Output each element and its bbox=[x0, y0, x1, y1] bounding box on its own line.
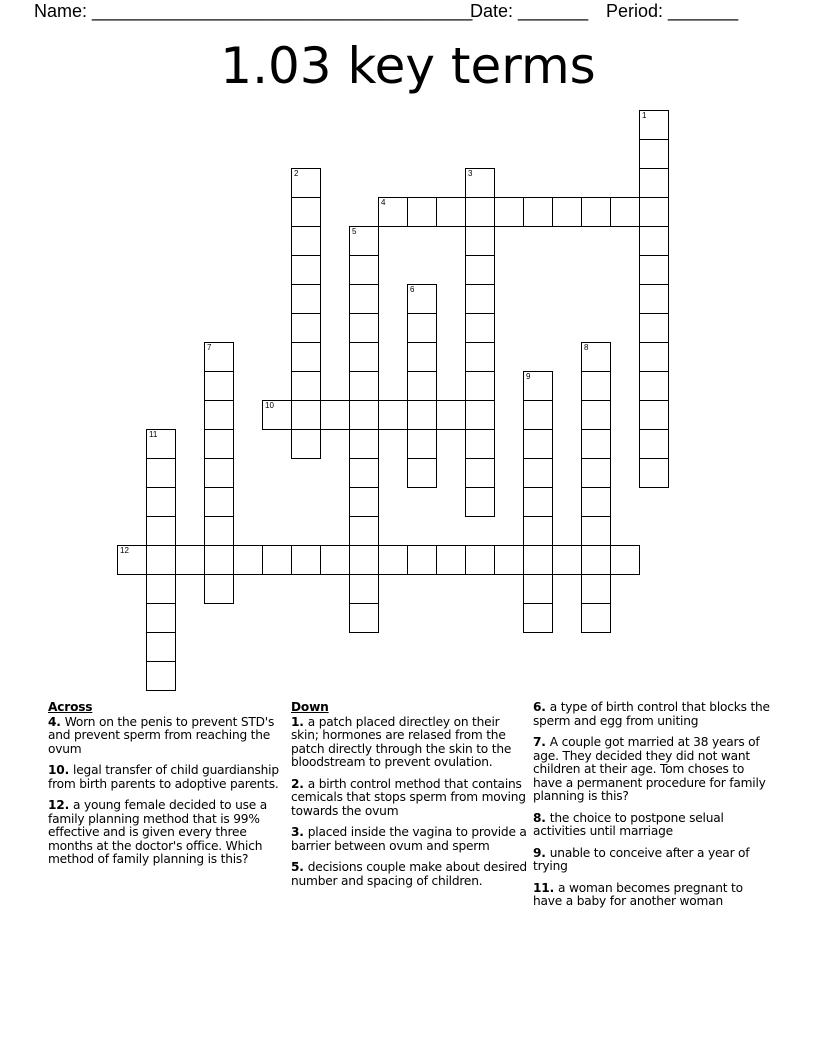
crossword-cell[interactable] bbox=[349, 226, 379, 256]
crossword-cell[interactable] bbox=[204, 545, 234, 575]
crossword-cell[interactable] bbox=[639, 197, 669, 227]
cell-number: 9 bbox=[526, 372, 531, 381]
crossword-cell[interactable] bbox=[581, 429, 611, 459]
cell-number: 10 bbox=[265, 401, 274, 410]
name-field[interactable]: Name: ______________________________________ bbox=[34, 1, 473, 21]
cell-number: 12 bbox=[120, 546, 129, 555]
crossword-cell[interactable] bbox=[349, 574, 379, 604]
clue-text: a patch placed directley on their skin; hormones are relased from the patch directly through the skin to the bloodstream to prevent ovulation. bbox=[291, 714, 512, 769]
clue-text: a young female decided to use a family planning method that is 99% effective and is given every three months at the doctor's office. Which method of family planning is this? bbox=[48, 798, 267, 866]
crossword-cell[interactable] bbox=[523, 371, 553, 401]
crossword-cell[interactable] bbox=[320, 400, 350, 430]
clue-text: a woman becomes pregnant to have a baby for another woman bbox=[533, 880, 743, 908]
clue-text: the choice to postpone selual activities until marriage bbox=[533, 810, 724, 838]
clue-down-5: 5. decisions couple make about desired number and spacing of children. bbox=[291, 860, 527, 888]
crossword-cell[interactable] bbox=[581, 603, 611, 633]
cell-number: 4 bbox=[381, 198, 386, 207]
period-field[interactable]: Period: _______ bbox=[606, 1, 739, 21]
clue-across-4: 4. Worn on the penis to prevent STD's and prevent sperm from reaching the ovum bbox=[48, 714, 275, 756]
page-title: 1.03 key terms bbox=[220, 37, 596, 95]
crossword-cell[interactable] bbox=[117, 545, 147, 575]
crossword-cell[interactable] bbox=[262, 545, 292, 575]
down-clues bbox=[291, 701, 529, 896]
crossword-cell[interactable] bbox=[523, 429, 553, 459]
crossword-cell[interactable] bbox=[349, 429, 379, 459]
crossword-cell[interactable] bbox=[581, 371, 611, 401]
crossword-cell[interactable] bbox=[291, 168, 321, 198]
clue-down-3: 3. placed inside the vagina to provide a barrier between ovum and sperm bbox=[291, 825, 527, 853]
crossword-cell[interactable] bbox=[581, 458, 611, 488]
clue-down-7: 7. A couple got married at 38 years of age. They decided they did not want children at their age. Tom choses to have a permanent procedure for family planning is this? bbox=[533, 735, 766, 803]
crossword-cell[interactable] bbox=[204, 574, 234, 604]
cell-number: 5 bbox=[352, 227, 357, 236]
crossword-cell[interactable] bbox=[465, 487, 495, 517]
clue-text: a birth control method that contains cemicals that stops sperm from moving towards the ovum bbox=[291, 776, 526, 818]
crossword-cell[interactable] bbox=[407, 545, 437, 575]
crossword-cell[interactable] bbox=[349, 487, 379, 517]
crossword-cell[interactable] bbox=[465, 429, 495, 459]
date-field[interactable]: Date: _______ bbox=[470, 1, 589, 21]
crossword-cell[interactable] bbox=[349, 516, 379, 546]
crossword-cell[interactable] bbox=[436, 545, 466, 575]
clue-text: Worn on the penis to prevent STD's and prevent sperm from reaching the ovum bbox=[48, 714, 275, 756]
cell-number: 8 bbox=[584, 343, 589, 352]
crossword-cell[interactable] bbox=[146, 545, 176, 575]
crossword-cell[interactable] bbox=[465, 545, 495, 575]
clue-number: 11 bbox=[533, 880, 550, 895]
clue-down-8: 8. the choice to postpone selual activities until marriage bbox=[533, 810, 724, 838]
crossword-cell[interactable] bbox=[204, 458, 234, 488]
crossword-cell[interactable] bbox=[581, 516, 611, 546]
clue-text: decisions couple make about desired number and spacing of children. bbox=[291, 860, 527, 888]
crossword-cell[interactable] bbox=[204, 429, 234, 459]
clue-number: 8 bbox=[533, 810, 542, 825]
clue-text: placed inside the vagina to provide a barrier between ovum and sperm bbox=[291, 825, 527, 853]
clue-across-10: 10. legal transfer of child guardianship from birth parents to adoptive parents. bbox=[48, 763, 279, 791]
clue-down-9: 9. unable to conceive after a year of trying bbox=[533, 845, 750, 873]
clue-number: 10 bbox=[48, 763, 65, 777]
crossword-cell[interactable] bbox=[465, 342, 495, 372]
crossword-cell[interactable] bbox=[639, 139, 669, 169]
crossword-cell[interactable] bbox=[639, 226, 669, 256]
crossword-cell[interactable] bbox=[407, 284, 437, 314]
crossword-cell[interactable] bbox=[465, 197, 495, 227]
crossword-cell[interactable] bbox=[349, 545, 379, 575]
crossword-cell[interactable] bbox=[291, 313, 321, 343]
crossword-cell[interactable] bbox=[204, 371, 234, 401]
crossword-cell[interactable] bbox=[146, 632, 176, 662]
crossword-cell[interactable] bbox=[465, 168, 495, 198]
crossword-cell[interactable] bbox=[407, 313, 437, 343]
crossword-cell[interactable] bbox=[349, 255, 379, 285]
crossword-cell[interactable] bbox=[349, 603, 379, 633]
crossword-cell[interactable] bbox=[639, 255, 669, 285]
crossword-cell[interactable] bbox=[291, 342, 321, 372]
crossword-cell[interactable] bbox=[639, 429, 669, 459]
crossword-cell[interactable] bbox=[581, 487, 611, 517]
crossword-cell[interactable] bbox=[378, 400, 408, 430]
crossword-cell[interactable] bbox=[291, 255, 321, 285]
clue-number: 6 bbox=[533, 700, 542, 714]
crossword-cell[interactable] bbox=[146, 661, 176, 691]
clue-number: 7 bbox=[533, 735, 542, 749]
crossword-cell[interactable] bbox=[146, 574, 176, 604]
crossword-cell[interactable] bbox=[349, 458, 379, 488]
clue-down-1: 1. a patch placed directley on their skin; hormones are relased from the patch directly through the skin to the bloodstream to prevent ovulation. bbox=[291, 714, 512, 769]
crossword-cell[interactable] bbox=[581, 197, 611, 227]
down-clues-continued bbox=[533, 701, 771, 917]
crossword-cell[interactable] bbox=[465, 284, 495, 314]
crossword-cell[interactable] bbox=[523, 458, 553, 488]
crossword-cell[interactable] bbox=[523, 545, 553, 575]
crossword-cell[interactable] bbox=[320, 545, 350, 575]
crossword-cell[interactable] bbox=[146, 458, 176, 488]
cell-number: 2 bbox=[294, 169, 299, 178]
crossword-cell[interactable] bbox=[175, 545, 205, 575]
crossword-cell[interactable] bbox=[291, 197, 321, 227]
crossword-cell[interactable] bbox=[146, 487, 176, 517]
clue-text: legal transfer of child guardianship from birth parents to adoptive parents. bbox=[48, 763, 279, 791]
crossword-cell[interactable] bbox=[291, 545, 321, 575]
crossword-cell[interactable] bbox=[407, 371, 437, 401]
clue-across-12: 12. a young female decided to use a family planning method that is 99% effective and is given every three months at the doctor's office. Which method of family planning is this? bbox=[48, 798, 267, 866]
crossword-cell[interactable] bbox=[639, 284, 669, 314]
clue-number: 5 bbox=[291, 860, 300, 874]
clue-number: 12 bbox=[48, 798, 65, 812]
crossword-cell[interactable] bbox=[407, 197, 437, 227]
crossword-cell[interactable] bbox=[262, 400, 292, 430]
crossword-cell[interactable] bbox=[146, 516, 176, 546]
crossword-cell[interactable] bbox=[204, 487, 234, 517]
clue-number: 2 bbox=[291, 776, 300, 791]
across-heading: Across bbox=[48, 700, 93, 714]
clue-text: a type of birth control that blocks the sperm and egg from uniting bbox=[533, 700, 770, 728]
crossword-cell[interactable] bbox=[610, 197, 640, 227]
crossword-cell[interactable] bbox=[436, 400, 466, 430]
crossword-cell[interactable] bbox=[349, 342, 379, 372]
crossword-cell[interactable] bbox=[349, 284, 379, 314]
clue-text: A couple got married at 38 years of age. They decided they did not want children at their age. Tom choses to have a permanent procedure for family planning is this? bbox=[533, 735, 766, 803]
crossword-cell[interactable] bbox=[610, 545, 640, 575]
clue-down-2: 2. a birth control method that contains cemicals that stops sperm from moving towards the ovum bbox=[291, 776, 526, 818]
crossword-cell[interactable] bbox=[465, 458, 495, 488]
crossword-cell[interactable] bbox=[407, 342, 437, 372]
crossword-cell[interactable] bbox=[291, 284, 321, 314]
cell-number: 11 bbox=[149, 430, 158, 439]
crossword-cell[interactable] bbox=[639, 400, 669, 430]
crossword-cell[interactable] bbox=[465, 313, 495, 343]
crossword-cell[interactable] bbox=[639, 342, 669, 372]
crossword-cell[interactable] bbox=[349, 400, 379, 430]
cell-number: 3 bbox=[468, 169, 473, 178]
crossword-cell[interactable] bbox=[523, 574, 553, 604]
crossword-cell[interactable] bbox=[204, 342, 234, 372]
crossword-cell[interactable] bbox=[639, 313, 669, 343]
crossword-cell[interactable] bbox=[581, 342, 611, 372]
crossword-cell[interactable] bbox=[291, 400, 321, 430]
crossword-cell[interactable] bbox=[378, 197, 408, 227]
clue-number: 1 bbox=[291, 714, 300, 729]
crossword-cell[interactable] bbox=[639, 458, 669, 488]
crossword-cell[interactable] bbox=[204, 400, 234, 430]
across-clues bbox=[48, 701, 286, 875]
crossword-cell[interactable] bbox=[407, 400, 437, 430]
crossword-cell[interactable] bbox=[407, 458, 437, 488]
clue-number: 3 bbox=[291, 825, 300, 839]
crossword-cell[interactable] bbox=[581, 545, 611, 575]
crossword-cell[interactable] bbox=[552, 545, 582, 575]
crossword-cell[interactable] bbox=[494, 197, 524, 227]
crossword-cell[interactable] bbox=[639, 110, 669, 140]
crossword-cell[interactable] bbox=[465, 255, 495, 285]
crossword-cell[interactable] bbox=[523, 603, 553, 633]
crossword-cell[interactable] bbox=[523, 400, 553, 430]
crossword-cell[interactable] bbox=[233, 545, 263, 575]
crossword-cell[interactable] bbox=[436, 197, 466, 227]
crossword-cell[interactable] bbox=[291, 429, 321, 459]
crossword-cell[interactable] bbox=[639, 168, 669, 198]
crossword-cell[interactable] bbox=[523, 197, 553, 227]
crossword-cell[interactable] bbox=[204, 516, 234, 546]
clue-down-6: 6. a type of birth control that blocks the sperm and egg from uniting bbox=[533, 700, 770, 728]
clue-number: 4 bbox=[48, 714, 57, 729]
crossword-cell[interactable] bbox=[523, 487, 553, 517]
crossword-cell[interactable] bbox=[349, 313, 379, 343]
crossword-cell[interactable] bbox=[523, 516, 553, 546]
clue-text: unable to conceive after a year of trying bbox=[533, 845, 750, 873]
cell-number: 1 bbox=[642, 111, 647, 120]
crossword-cell[interactable] bbox=[639, 371, 669, 401]
crossword-cell[interactable] bbox=[465, 226, 495, 256]
crossword-cell[interactable] bbox=[407, 429, 437, 459]
cell-number: 7 bbox=[207, 343, 212, 352]
crossword-cell[interactable] bbox=[146, 429, 176, 459]
crossword-cell[interactable] bbox=[581, 400, 611, 430]
crossword-cell[interactable] bbox=[378, 545, 408, 575]
crossword-cell[interactable] bbox=[291, 226, 321, 256]
crossword-cell[interactable] bbox=[581, 574, 611, 604]
crossword-cell[interactable] bbox=[291, 371, 321, 401]
down-heading: Down bbox=[291, 700, 329, 714]
crossword-cell[interactable] bbox=[465, 400, 495, 430]
clue-number: 9 bbox=[533, 845, 542, 860]
crossword-cell[interactable] bbox=[349, 371, 379, 401]
crossword-cell[interactable] bbox=[494, 545, 524, 575]
crossword-cell[interactable] bbox=[465, 371, 495, 401]
cell-number: 6 bbox=[410, 285, 415, 294]
crossword-cell[interactable] bbox=[146, 603, 176, 633]
clue-down-11: 11. a woman becomes pregnant to have a baby for another woman bbox=[533, 880, 743, 908]
crossword-cell[interactable] bbox=[552, 197, 582, 227]
